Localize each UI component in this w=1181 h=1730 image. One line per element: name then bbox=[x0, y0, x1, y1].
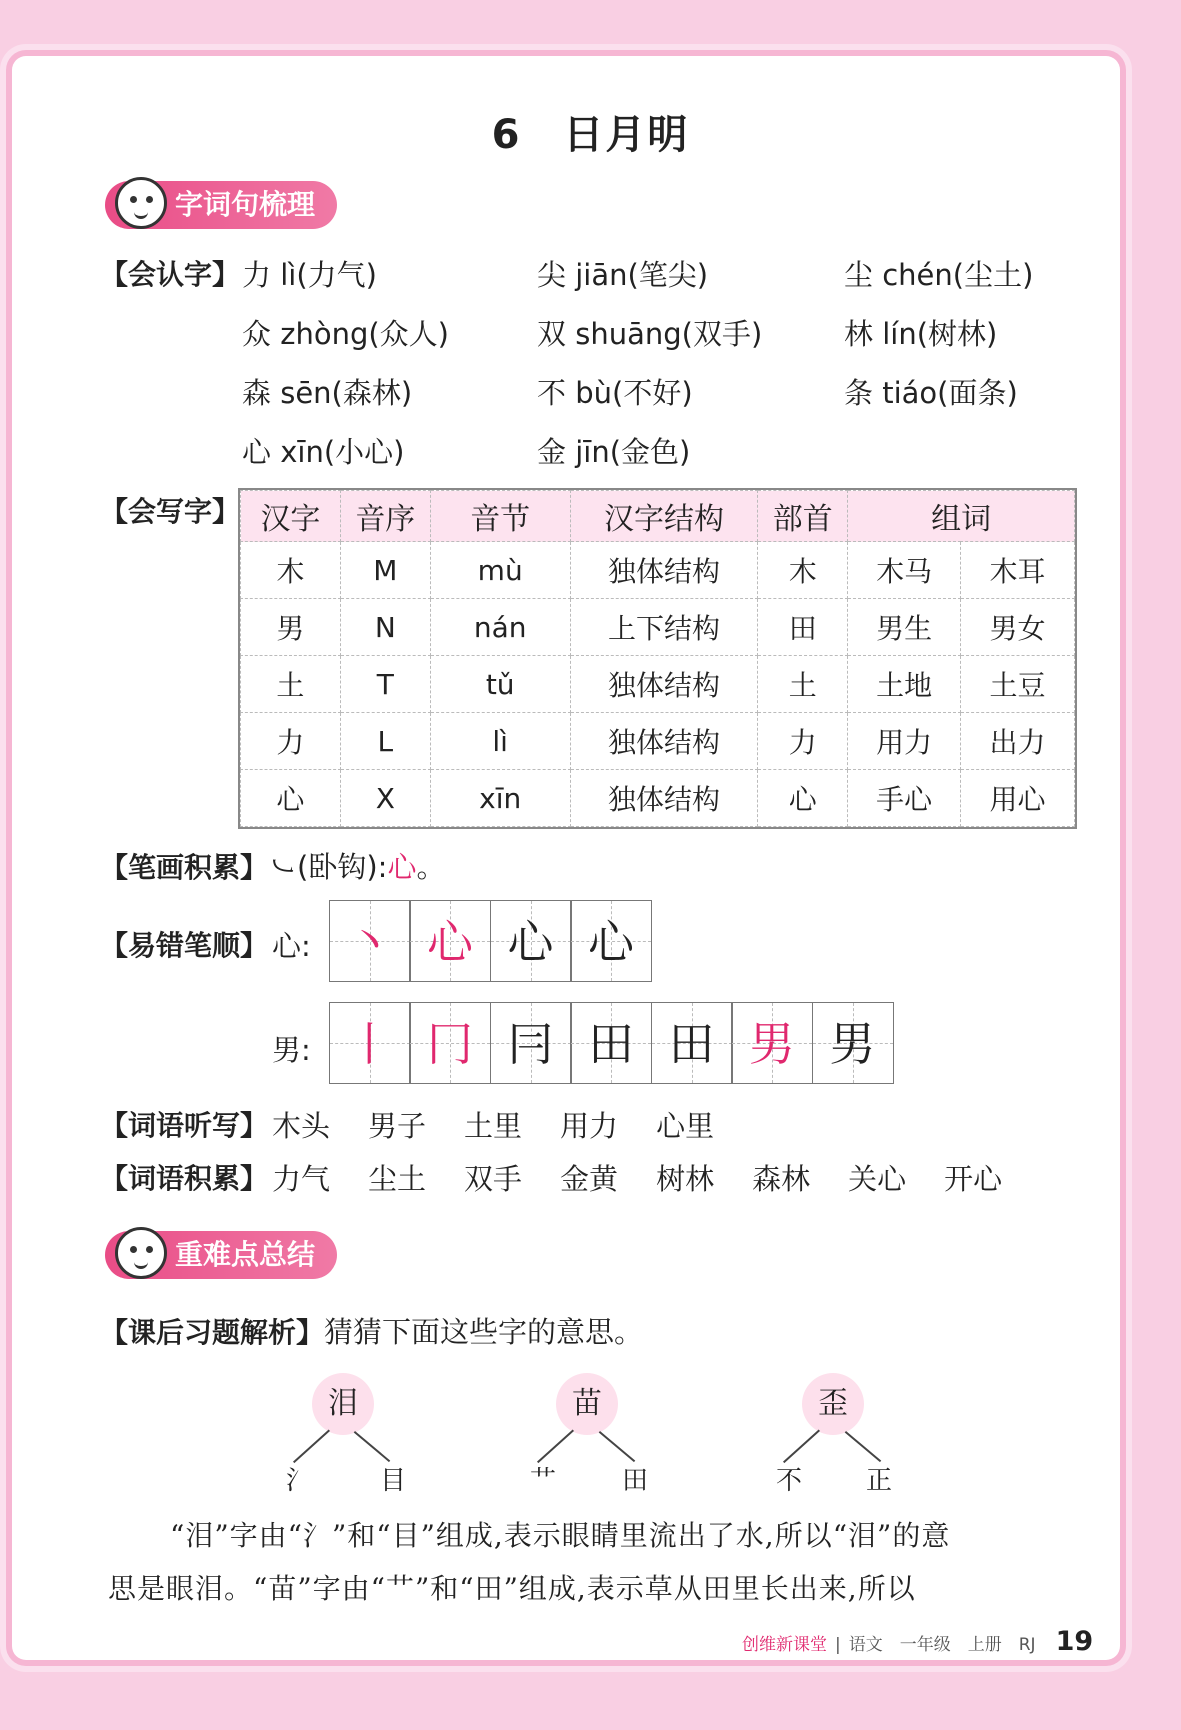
huirenzi-item: 心 xīn(小心) bbox=[242, 435, 405, 469]
huirenzi-item: 森 sēn(森林) bbox=[242, 376, 413, 410]
table-row bbox=[241, 770, 1075, 827]
table-header-cell: 部首 bbox=[758, 491, 848, 542]
jilei-word: 树林 bbox=[656, 1162, 715, 1196]
yicuo-nan-label: 男: bbox=[272, 1033, 311, 1067]
tingxie-word: 用力 bbox=[560, 1109, 619, 1143]
jilei-word: 尘土 bbox=[368, 1162, 427, 1196]
table-cell: 独体结构 bbox=[570, 542, 758, 599]
bihua-line bbox=[100, 845, 445, 886]
stroke-step: 丶 bbox=[329, 900, 411, 982]
stroke-step: 心 bbox=[490, 900, 572, 982]
huirenzi-item: 众 zhòng(众人) bbox=[242, 317, 449, 351]
huirenzi-item: 金 jīn(金色) bbox=[537, 435, 691, 469]
table-cell: nán bbox=[430, 599, 570, 656]
stroke-step: 男 bbox=[812, 1002, 894, 1084]
table-cell: mù bbox=[430, 542, 570, 599]
table-cell: 男女 bbox=[961, 599, 1075, 656]
kehou-question: 猜猜下面这些字的意思。 bbox=[324, 1315, 644, 1349]
tingxie-word: 土里 bbox=[464, 1109, 523, 1143]
table-cell: 男 bbox=[241, 599, 341, 656]
table-cell: X bbox=[340, 770, 430, 827]
char-part: 正 bbox=[866, 1466, 893, 1496]
stroke-order-grid-nan bbox=[330, 1002, 894, 1084]
table-header-cell: 汉字 bbox=[241, 491, 341, 542]
char-part: 艹 bbox=[530, 1466, 557, 1496]
huirenzi-item: 不 bù(不好) bbox=[537, 376, 693, 410]
huirenzi-label: 【会认字】 bbox=[100, 258, 241, 291]
jilei-word: 力气 bbox=[272, 1162, 331, 1196]
tingxie-word: 木头 bbox=[272, 1109, 331, 1143]
huirenzi-item: 双 shuāng(双手) bbox=[537, 317, 763, 351]
char-circle: 泪 bbox=[312, 1373, 374, 1435]
yicuo-xin-label: 心: bbox=[272, 929, 311, 963]
table-cell: 男生 bbox=[848, 599, 961, 656]
mascot-icon bbox=[115, 177, 167, 229]
bihua-label: 【笔画积累】 bbox=[100, 851, 269, 884]
table-cell: 出力 bbox=[961, 713, 1075, 770]
huirenzi-item: 条 tiáo(面条) bbox=[844, 376, 1018, 410]
jilei-word: 关心 bbox=[848, 1162, 907, 1196]
tingxie-word: 心里 bbox=[656, 1109, 715, 1143]
table-row bbox=[241, 713, 1075, 770]
jilei-word: 双手 bbox=[464, 1162, 523, 1196]
table-row bbox=[241, 542, 1075, 599]
table-cell: 力 bbox=[758, 713, 848, 770]
stroke-step: 田 bbox=[651, 1002, 733, 1084]
table-header-cell: 音节 bbox=[430, 491, 570, 542]
table-cell: 土豆 bbox=[961, 656, 1075, 713]
char-part: 不 bbox=[776, 1466, 803, 1496]
stroke-step: 田 bbox=[570, 1002, 652, 1084]
table-cell: 木耳 bbox=[961, 542, 1075, 599]
table-cell: 用心 bbox=[961, 770, 1075, 827]
table-header-row bbox=[241, 491, 1075, 542]
footer-separator: | bbox=[835, 1635, 841, 1655]
section-header-ziciju bbox=[105, 181, 337, 229]
table-cell: 心 bbox=[241, 770, 341, 827]
huixiezi-table bbox=[240, 490, 1075, 827]
page-number: 19 bbox=[1055, 1626, 1094, 1657]
table-cell: L bbox=[340, 713, 430, 770]
footer bbox=[742, 1626, 1093, 1657]
table-cell: 用力 bbox=[848, 713, 961, 770]
stroke-step: 冃 bbox=[490, 1002, 572, 1084]
table-row bbox=[241, 656, 1075, 713]
huirenzi-item: 力 lì(力气) bbox=[242, 258, 377, 292]
stroke-step: 冂 bbox=[409, 1002, 491, 1084]
tingxie-label: 【词语听写】 bbox=[100, 1109, 269, 1142]
table-cell: T bbox=[340, 656, 430, 713]
table-cell: lì bbox=[430, 713, 570, 770]
table-cell: tǔ bbox=[430, 656, 570, 713]
bihua-end: 。 bbox=[416, 850, 446, 884]
table-header-cell: 音序 bbox=[340, 491, 430, 542]
char-part: 氵 bbox=[286, 1466, 313, 1496]
table-cell: 木 bbox=[758, 542, 848, 599]
footer-brand: 创维新课堂 bbox=[742, 1635, 827, 1655]
table-cell: 土地 bbox=[848, 656, 961, 713]
bihua-example: 心 bbox=[387, 850, 417, 884]
stroke-step: 心 bbox=[570, 900, 652, 982]
table-cell: 独体结构 bbox=[570, 770, 758, 827]
explain-line: “泪”字由“氵”和“目”组成,表示眼睛里流出了水,所以“泪”的意 bbox=[170, 1519, 951, 1552]
section-header-zhongnandian bbox=[105, 1231, 337, 1279]
section-header-label: 字词句梳理 bbox=[175, 188, 316, 221]
char-circle: 歪 bbox=[802, 1373, 864, 1435]
table-row bbox=[241, 599, 1075, 656]
table-cell: 独体结构 bbox=[570, 656, 758, 713]
char-part: 目 bbox=[380, 1466, 407, 1496]
table-cell: xīn bbox=[430, 770, 570, 827]
table-cell: 上下结构 bbox=[570, 599, 758, 656]
table-cell: 力 bbox=[241, 713, 341, 770]
huirenzi-item: 尘 chén(尘土) bbox=[844, 258, 1034, 292]
char-circle: 苗 bbox=[556, 1373, 618, 1435]
table-cell: 木马 bbox=[848, 542, 961, 599]
mascot-icon bbox=[115, 1227, 167, 1279]
jilei-word: 森林 bbox=[752, 1162, 811, 1196]
jilei-label: 【词语积累】 bbox=[100, 1162, 269, 1195]
table-cell: 手心 bbox=[848, 770, 961, 827]
table-header-cell: 组词 bbox=[848, 491, 1075, 542]
jilei-word: 开心 bbox=[944, 1162, 1003, 1196]
tingxie-word: 男子 bbox=[368, 1109, 427, 1143]
table-cell: 木 bbox=[241, 542, 341, 599]
stroke-step: 男 bbox=[731, 1002, 813, 1084]
footer-info: 语文 一年级 上册 RJ bbox=[848, 1635, 1036, 1655]
table-cell: 心 bbox=[758, 770, 848, 827]
table-header-cell: 汉字结构 bbox=[570, 491, 758, 542]
table-cell: 田 bbox=[758, 599, 848, 656]
page-title: 6 日月明 bbox=[491, 112, 690, 158]
huirenzi-item: 尖 jiān(笔尖) bbox=[537, 258, 709, 292]
jilei-word: 金黄 bbox=[560, 1162, 619, 1196]
stroke-step: 丨 bbox=[329, 1002, 411, 1084]
huixiezi-label: 【会写字】 bbox=[100, 495, 241, 528]
yicuo-label: 【易错笔顺】 bbox=[100, 929, 269, 962]
table-cell: M bbox=[340, 542, 430, 599]
stroke-order-grid-xin bbox=[330, 900, 652, 982]
table-cell: 独体结构 bbox=[570, 713, 758, 770]
stroke-step: 心 bbox=[409, 900, 491, 982]
jilei-words bbox=[272, 1157, 1002, 1198]
kehou-label: 【课后习题解析】 bbox=[100, 1316, 325, 1349]
section-header-label: 重难点总结 bbox=[175, 1238, 316, 1271]
bihua-stroke: ㇃ bbox=[268, 850, 298, 884]
table-cell: 土 bbox=[758, 656, 848, 713]
kehou-line bbox=[100, 1310, 643, 1351]
tingxie-words bbox=[272, 1104, 714, 1145]
explain-line: 思是眼泪。“苗”字由“艹”和“田”组成,表示草从田里长出来,所以 bbox=[108, 1572, 916, 1605]
char-part: 田 bbox=[622, 1466, 649, 1496]
bihua-text: (卧钩): bbox=[297, 850, 388, 884]
huirenzi-item: 林 lín(树林) bbox=[844, 317, 998, 351]
table-cell: N bbox=[340, 599, 430, 656]
table-cell: 土 bbox=[241, 656, 341, 713]
